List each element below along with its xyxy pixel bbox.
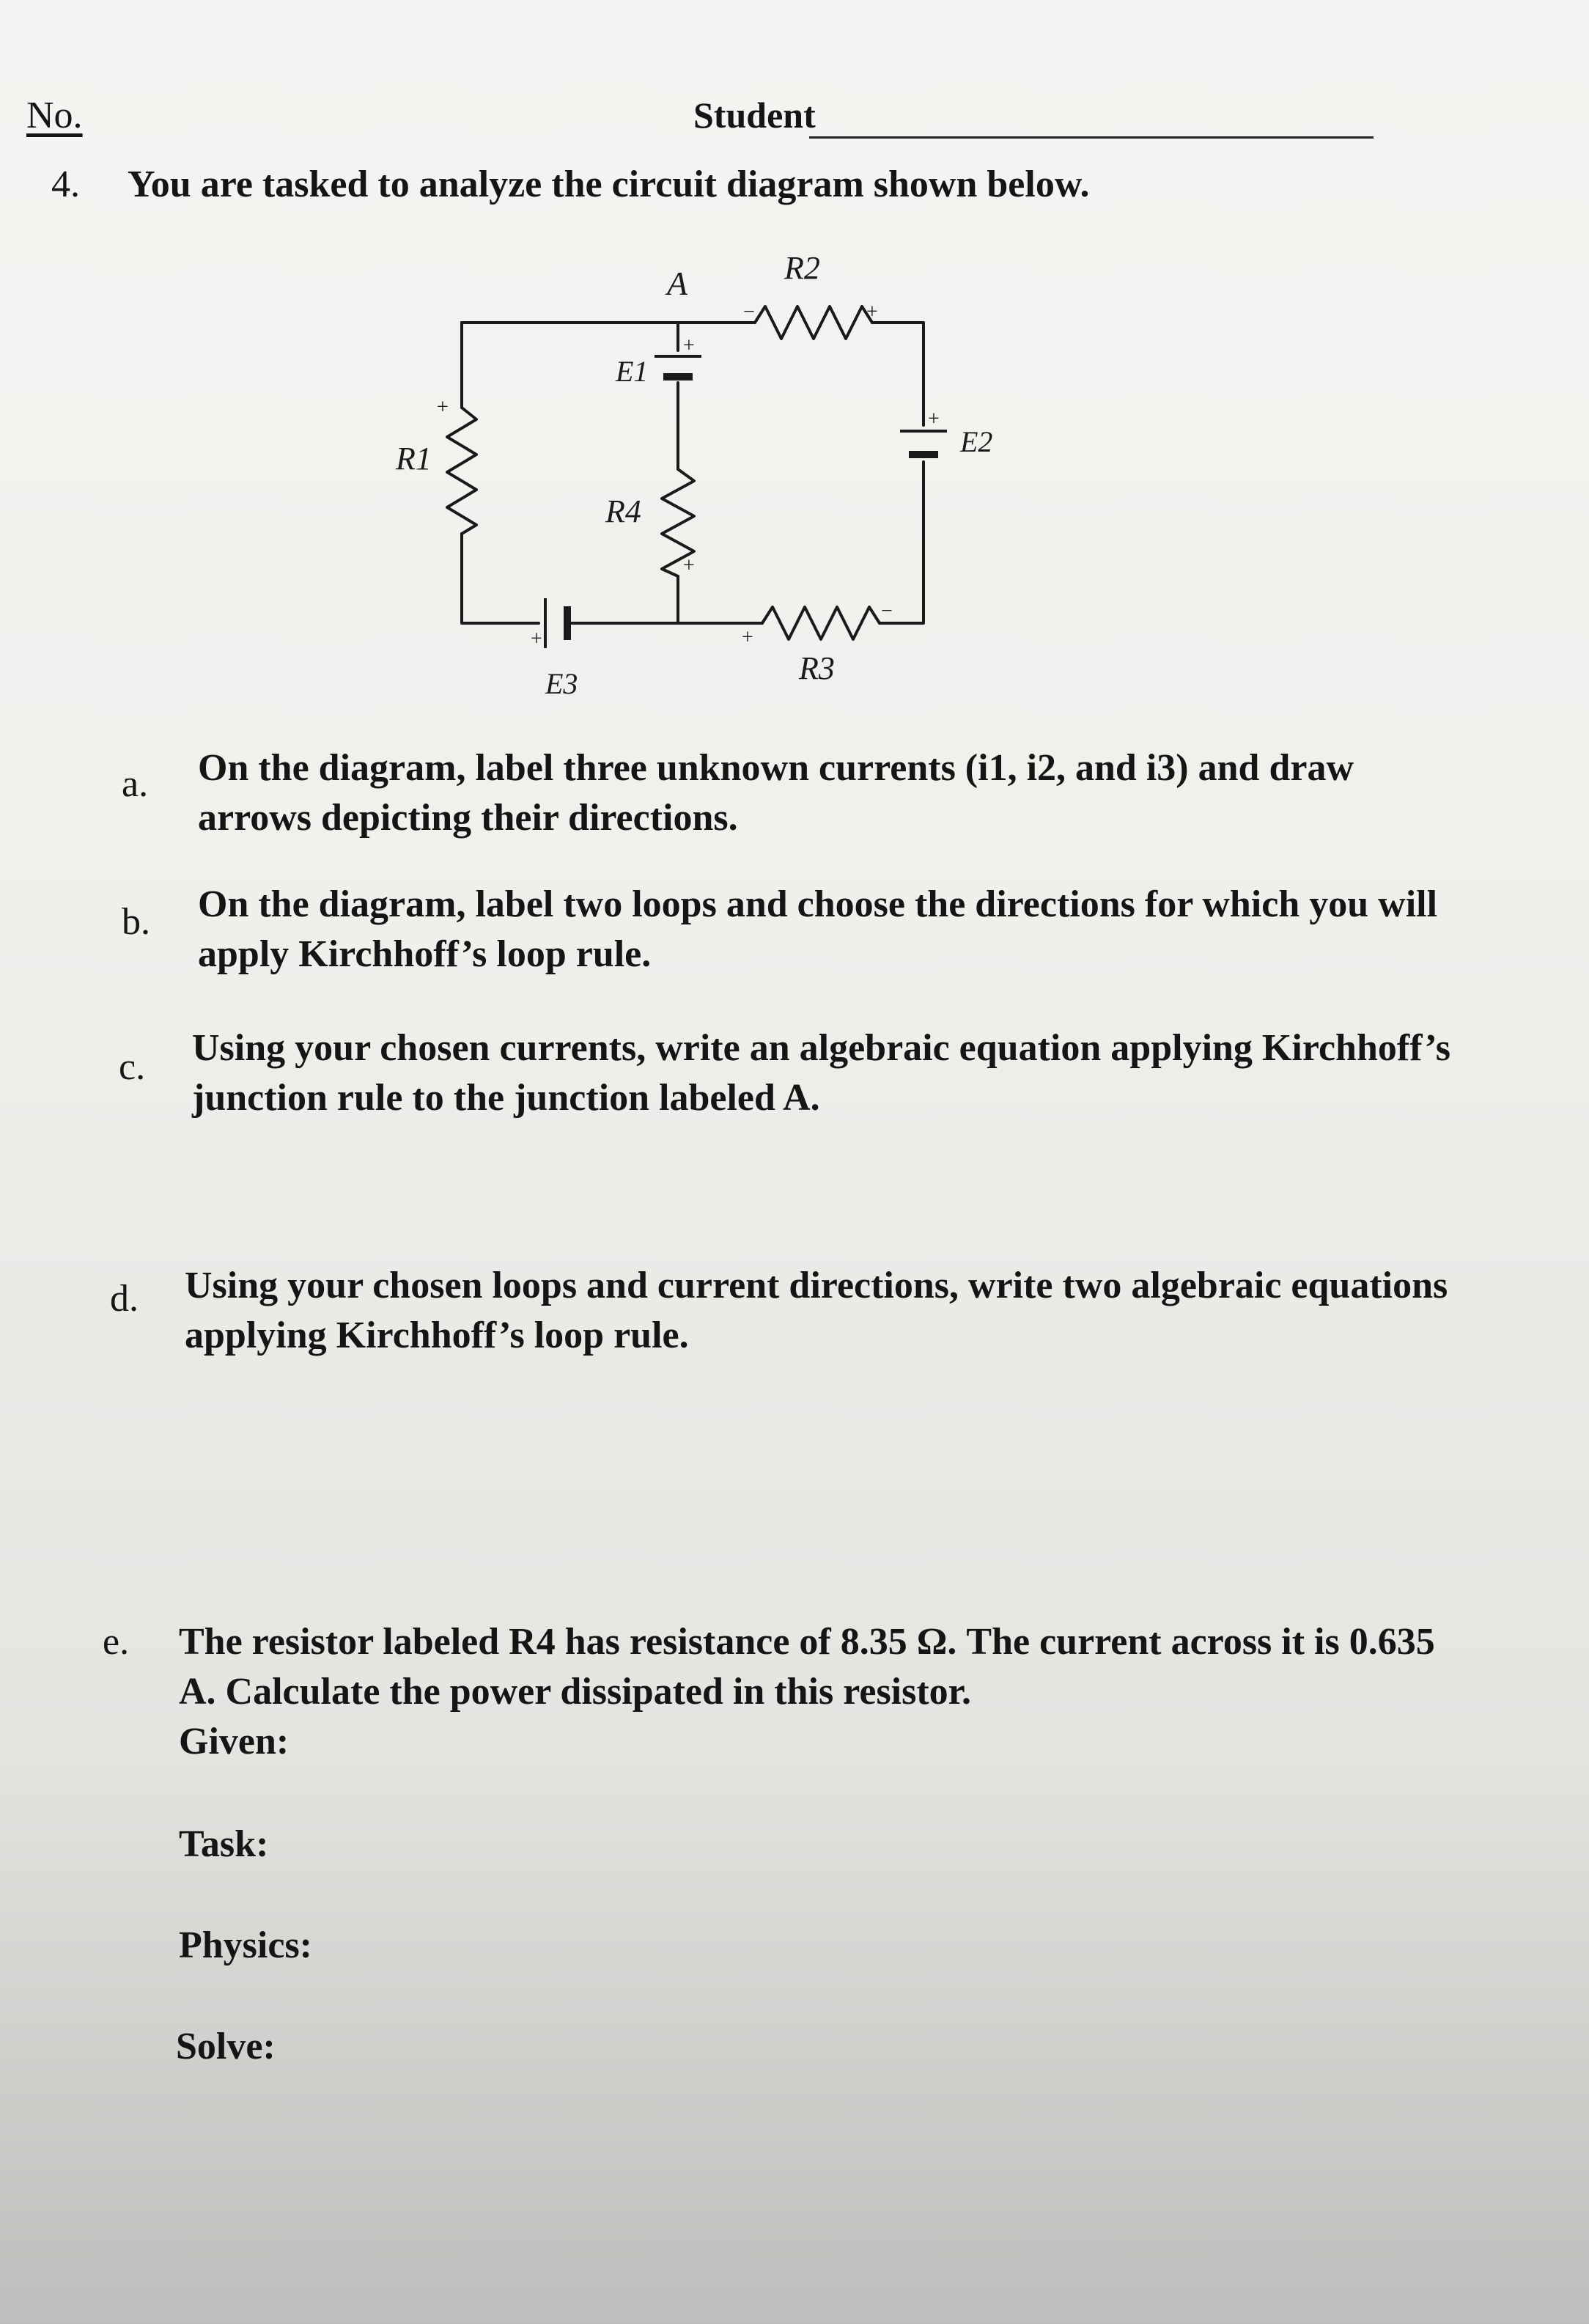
junction-a-label: A <box>667 265 688 302</box>
part-a-label: a. <box>122 763 149 805</box>
part-d-text: Using your chosen loops and current directions, write two algebraic equations applying Kirchhoff’s loop rule. <box>185 1265 1448 1356</box>
wire-bottom <box>590 462 923 623</box>
student-name-line[interactable] <box>809 136 1374 139</box>
e1-label: E1 <box>616 355 649 388</box>
part-e-label: e. <box>103 1621 130 1663</box>
task-heading: Task: <box>179 1823 269 1865</box>
resistor-r3 <box>762 607 880 639</box>
e2-plus-sign: + <box>928 408 940 430</box>
circuit-diagram <box>366 249 1026 733</box>
part-a-text: On the diagram, label three unknown currents (i1, i2, and i3) and draw arrows depicting their directions. <box>198 747 1354 839</box>
r1-plus-sign: + <box>437 396 449 419</box>
r3-label: R3 <box>799 650 835 686</box>
question-prompt: You are tasked to analyze the circuit diagram shown below. <box>128 163 1090 205</box>
part-e-text: The resistor labeled R4 has resistance of 8.35 Ω. The current across it is 0.635 A. Calculate the power dissipated in this resistor. <box>179 1621 1435 1713</box>
student-label: Student <box>693 95 816 136</box>
e1-plus-sign: + <box>683 334 695 357</box>
resistor-r2 <box>755 306 872 339</box>
given-heading: Given: <box>179 1721 290 1762</box>
r1-label: R1 <box>396 441 432 477</box>
part-d-label: d. <box>110 1278 139 1320</box>
r4-plus-sign: + <box>683 554 695 577</box>
wire-top-right <box>872 323 923 425</box>
r3-plus-sign: + <box>742 626 753 649</box>
question-number: 4. <box>51 163 80 205</box>
part-b-text: On the diagram, label two loops and choose the directions for which you will apply Kirchhoff’s loop rule. <box>198 883 1438 975</box>
e3-plus-sign: + <box>531 628 542 650</box>
solve-heading: Solve: <box>176 2026 276 2067</box>
part-b-label: b. <box>122 901 150 943</box>
e2-label: E2 <box>960 425 993 458</box>
e3-label: E3 <box>545 667 578 700</box>
part-c-text: Using your chosen currents, write an algebraic equation applying Kirchhoff’s junction rule to the junction labeled A. <box>192 1027 1451 1119</box>
circuit-svg <box>366 249 1026 733</box>
wire-left <box>462 323 539 623</box>
r3-minus-sign: − <box>881 600 893 622</box>
r2-plus-sign: + <box>866 301 878 323</box>
physics-heading: Physics: <box>179 1924 312 1966</box>
r4-label: R4 <box>605 493 641 529</box>
number-label: No. <box>26 95 83 136</box>
part-c-label: c. <box>119 1046 146 1088</box>
r2-label: R2 <box>784 250 820 286</box>
resistor-r1 <box>447 408 476 534</box>
r2-minus-sign: − <box>743 301 755 323</box>
